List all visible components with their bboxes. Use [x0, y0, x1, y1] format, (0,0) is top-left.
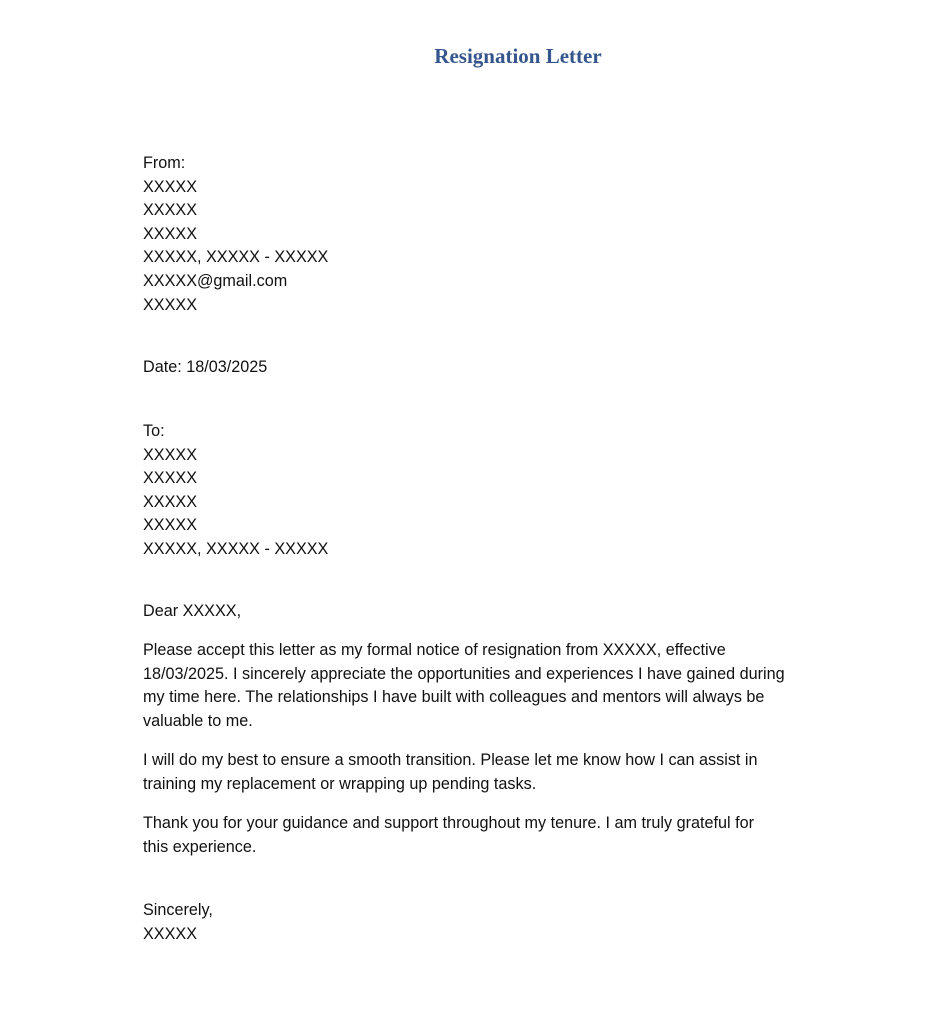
from-block [143, 152, 328, 317]
salutation: Dear XXXXX, [143, 602, 242, 620]
paragraph-line: Thank you for your guidance and support throughout my tenure. I am truly grateful for [143, 814, 754, 832]
signature-name: XXXXX [143, 924, 197, 943]
body-paragraph-2 [143, 749, 833, 796]
body-paragraph-1 [143, 639, 833, 733]
document-title: Resignation Letter [434, 44, 602, 68]
paragraph-line: this experience. [143, 837, 257, 856]
from-line: XXXXX [143, 295, 197, 314]
date-line: Date: 18/03/2025 [143, 358, 268, 376]
to-line: XXXXX [143, 492, 197, 511]
paragraph-line: I will do my best to ensure a smooth transition. Please let me know how I can assist in [143, 751, 758, 769]
paragraph-line: training my replacement or wrapping up pending tasks. [143, 774, 537, 793]
from-label: From: [143, 154, 186, 172]
to-block [143, 420, 328, 562]
to-line: XXXXX [143, 469, 197, 488]
from-line: XXXXX [143, 177, 197, 196]
to-line: XXXXX [143, 445, 197, 464]
closing-block [143, 899, 213, 946]
to-address-line: XXXXX, XXXXX - XXXXX [143, 539, 329, 558]
paragraph-line: 18/03/2025. I sincerely appreciate the opportunities and experiences I have gained during [143, 664, 785, 683]
from-email: XXXXX@gmail.com [143, 271, 288, 290]
paragraph-line: valuable to me. [143, 711, 253, 730]
body-paragraph-3 [143, 812, 833, 859]
from-address-line: XXXXX, XXXXX - XXXXX [143, 248, 329, 267]
paragraph-line: Please accept this letter as my formal notice of resignation from XXXXX, effective [143, 641, 726, 659]
from-line: XXXXX [143, 224, 197, 243]
from-line: XXXXX [143, 201, 197, 220]
to-label: To: [143, 422, 165, 440]
to-line: XXXXX [143, 516, 197, 535]
closing: Sincerely, [143, 901, 213, 919]
paragraph-line: my time here. The relationships I have built with colleagues and mentors will always be [143, 688, 765, 707]
